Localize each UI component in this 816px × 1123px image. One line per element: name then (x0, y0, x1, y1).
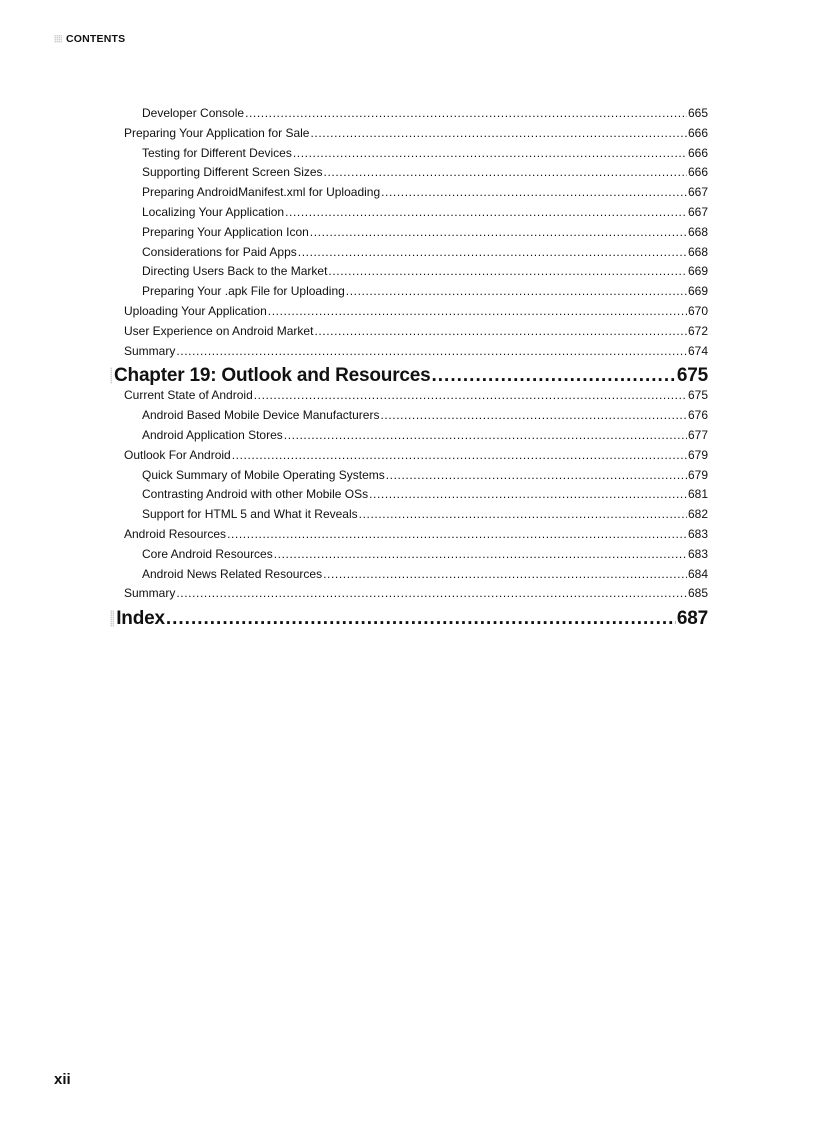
toc-entry-title: Preparing Your Application Icon (142, 224, 309, 239)
dot-leader (369, 487, 687, 501)
toc-chapter-entry[interactable] (110, 606, 708, 631)
dot-leader (245, 106, 687, 120)
toc-entry-title: Chapter 19: Outlook and Resources (114, 364, 431, 386)
toc-entry-page: 669 (687, 284, 708, 299)
square-bullet-icon (110, 610, 114, 627)
toc-entry-title: Android News Related Resources (142, 566, 323, 581)
toc-entry[interactable] (124, 586, 708, 606)
dot-leader (380, 408, 687, 422)
toc-entry-page: 685 (687, 586, 708, 601)
toc-entry-page: 672 (687, 323, 708, 338)
toc-entry-title: Quick Summary of Mobile Operating Systems (142, 467, 385, 482)
toc-entry[interactable] (124, 408, 708, 428)
toc-chapter-entry[interactable] (110, 363, 708, 388)
dot-leader (293, 146, 687, 160)
toc-entry-page: 676 (687, 408, 708, 423)
toc-entry-title: Contrasting Android with other Mobile OSs (142, 487, 369, 502)
dot-leader (386, 468, 687, 482)
toc-entry-page: 681 (687, 487, 708, 502)
toc-entry-title: Android Application Stores (142, 427, 283, 442)
table-of-contents (114, 106, 708, 631)
toc-entry-title: Core Android Resources (142, 546, 273, 561)
toc-entry-page: 677 (687, 427, 708, 442)
toc-entry-page: 667 (687, 204, 708, 219)
toc-entry[interactable] (124, 284, 708, 304)
dot-leader (176, 344, 687, 358)
page-number: xii (54, 1071, 71, 1088)
toc-entry-title: Testing for Different Devices (142, 145, 292, 160)
toc-entry-title: Current State of Android (124, 388, 253, 403)
toc-entry[interactable] (124, 468, 708, 488)
toc-entry-page: 668 (687, 244, 708, 259)
toc-entry[interactable] (124, 344, 708, 364)
toc-entry[interactable] (124, 388, 708, 408)
toc-entry-title: Localizing Your Application (142, 204, 285, 219)
toc-entry-title: Considerations for Paid Apps (142, 244, 297, 259)
toc-entry[interactable] (124, 245, 708, 265)
toc-entry-page: 665 (687, 106, 708, 120)
dot-leader (298, 245, 687, 259)
dot-leader (323, 567, 687, 581)
toc-entry[interactable] (124, 567, 708, 587)
dot-leader (274, 547, 687, 561)
toc-entry-page: 679 (687, 447, 708, 462)
toc-entry[interactable] (124, 448, 708, 468)
dot-leader (310, 126, 687, 140)
toc-entry[interactable] (124, 527, 708, 547)
dot-leader (328, 264, 687, 278)
toc-entry-title: Index (116, 607, 165, 629)
toc-entry[interactable] (124, 106, 708, 126)
toc-entry[interactable] (124, 428, 708, 448)
dot-leader (310, 225, 687, 239)
toc-entry-title: Android Resources (124, 526, 227, 541)
toc-entry[interactable] (124, 487, 708, 507)
dot-leader (359, 507, 687, 521)
dot-leader (285, 205, 687, 219)
toc-entry-title: Developer Console (142, 106, 245, 120)
toc-entry[interactable] (124, 507, 708, 527)
toc-entry-title: Outlook For Android (124, 447, 231, 462)
dot-leader (346, 284, 687, 298)
dot-leader (314, 324, 687, 338)
toc-entry[interactable] (124, 225, 708, 245)
toc-entry-title: Summary (124, 343, 176, 358)
toc-entry-title: User Experience on Android Market (124, 323, 314, 338)
square-bullet-icon (54, 35, 62, 43)
toc-entry-page: 666 (687, 165, 708, 180)
toc-entry[interactable] (124, 264, 708, 284)
toc-entry-page: 675 (687, 388, 708, 403)
toc-entry-title: Preparing Your Application for Sale (124, 125, 310, 140)
toc-entry-title: Android Based Mobile Device Manufacturers (142, 408, 380, 423)
toc-entry-page: 683 (687, 546, 708, 561)
square-bullet-icon (110, 367, 112, 384)
toc-entry-page: 687 (676, 607, 708, 629)
toc-entry-title: Directing Users Back to the Market (142, 264, 328, 279)
toc-entry-title: Summary (124, 586, 176, 601)
toc-entry[interactable] (124, 205, 708, 225)
toc-entry-title: Support for HTML 5 and What it Reveals (142, 507, 358, 522)
dot-leader (381, 185, 687, 199)
dot-leader (166, 608, 676, 630)
toc-entry[interactable] (124, 304, 708, 324)
toc-entry[interactable] (124, 126, 708, 146)
toc-entry[interactable] (124, 185, 708, 205)
toc-entry-title: Uploading Your Application (124, 303, 267, 318)
toc-entry-page: 675 (676, 364, 708, 386)
toc-entry-page: 666 (687, 145, 708, 160)
dot-leader (227, 527, 687, 541)
toc-entry-title: Supporting Different Screen Sizes (142, 165, 323, 180)
toc-entry-title: Preparing Your .apk File for Uploading (142, 284, 345, 299)
toc-entry-page: 683 (687, 526, 708, 541)
toc-entry-page: 670 (687, 303, 708, 318)
running-head-label: CONTENTS (66, 33, 126, 45)
toc-entry-page: 667 (687, 185, 708, 200)
dot-leader (176, 586, 687, 600)
toc-entry-title: Preparing AndroidManifest.xml for Uploading (142, 185, 381, 200)
toc-entry-page: 669 (687, 264, 708, 279)
dot-leader (324, 165, 687, 179)
dot-leader (232, 448, 687, 462)
toc-entry-page: 684 (687, 566, 708, 581)
toc-entry[interactable] (124, 165, 708, 185)
toc-entry-page: 682 (687, 507, 708, 522)
toc-entry-page: 666 (687, 125, 708, 140)
toc-entry-page: 668 (687, 224, 708, 239)
toc-entry-page: 679 (687, 467, 708, 482)
running-head (54, 33, 125, 45)
toc-entry[interactable] (124, 324, 708, 344)
dot-leader (284, 428, 687, 442)
dot-leader (254, 388, 687, 402)
dot-leader (268, 304, 687, 318)
dot-leader (432, 365, 676, 387)
toc-entry-page: 674 (687, 343, 708, 358)
toc-entry[interactable] (124, 547, 708, 567)
toc-entry[interactable] (124, 146, 708, 166)
